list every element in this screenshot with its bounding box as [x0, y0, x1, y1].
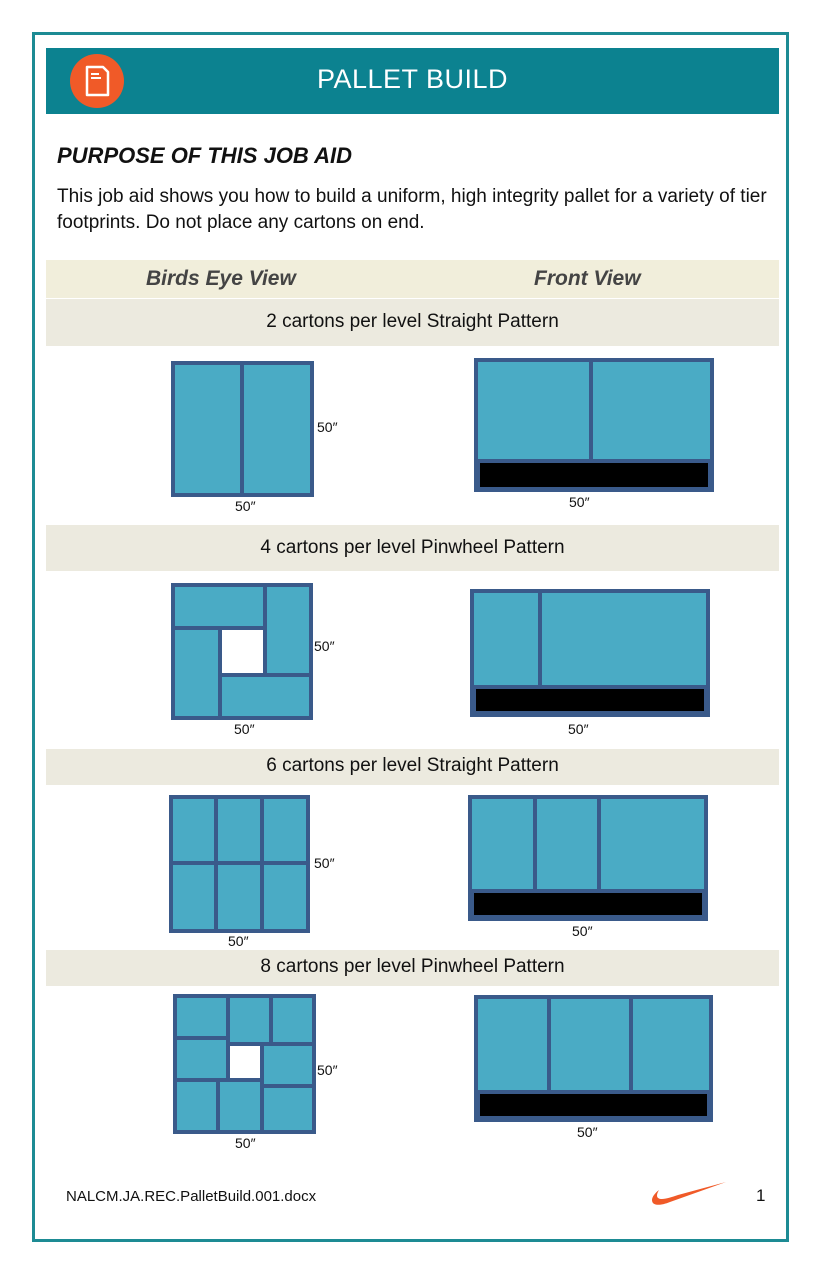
dimension-front: 50″ — [572, 923, 593, 939]
document-id: NALCM.JA.REC.PalletBuild.001.docx — [66, 1188, 317, 1205]
pallet-base — [478, 461, 710, 489]
section-title: 8 cartons per level Pinwheel Pattern — [260, 956, 565, 977]
page-title: PALLET BUILD — [316, 64, 509, 94]
pallet-base — [474, 687, 706, 713]
dimension-side: 50″ — [314, 855, 335, 871]
page-number: 1 — [756, 1186, 766, 1205]
birds-eye-4-carton-pinwheel — [173, 585, 311, 718]
purpose-text: This job aid shows you how to build a uniform, high integrity pallet for a variety of tier footprints. Do not place any cartons on end. — [57, 186, 767, 233]
dimension-bottom: 50″ — [235, 1135, 256, 1151]
birds-eye-view-label: Birds Eye View — [146, 267, 296, 290]
dimension-side: 50″ — [314, 638, 335, 654]
dimension-side: 50″ — [317, 1062, 338, 1078]
section-title: 6 cartons per level Straight Pattern — [266, 755, 559, 776]
section-title: 2 cartons per level Straight Pattern — [266, 311, 559, 332]
front-view-label: Front View — [534, 267, 641, 290]
purpose-heading: PURPOSE OF THIS JOB AID — [57, 143, 353, 168]
birds-eye-8-carton-pinwheel — [175, 996, 314, 1132]
dimension-front: 50″ — [577, 1124, 598, 1140]
section-title: 4 cartons per level Pinwheel Pattern — [260, 537, 565, 558]
birds-eye-6-carton — [171, 797, 308, 931]
dimension-bottom: 50″ — [234, 721, 255, 737]
dimension-side: 50″ — [317, 419, 338, 435]
dimension-front: 50″ — [568, 721, 589, 737]
dimension-front: 50″ — [569, 494, 590, 510]
pallet-base — [472, 891, 704, 917]
dimension-bottom: 50″ — [235, 498, 256, 514]
swoosh-logo — [650, 1180, 730, 1212]
dimension-bottom: 50″ — [228, 933, 249, 949]
pallet-base — [478, 1092, 709, 1118]
birds-eye-2-carton — [173, 363, 312, 495]
